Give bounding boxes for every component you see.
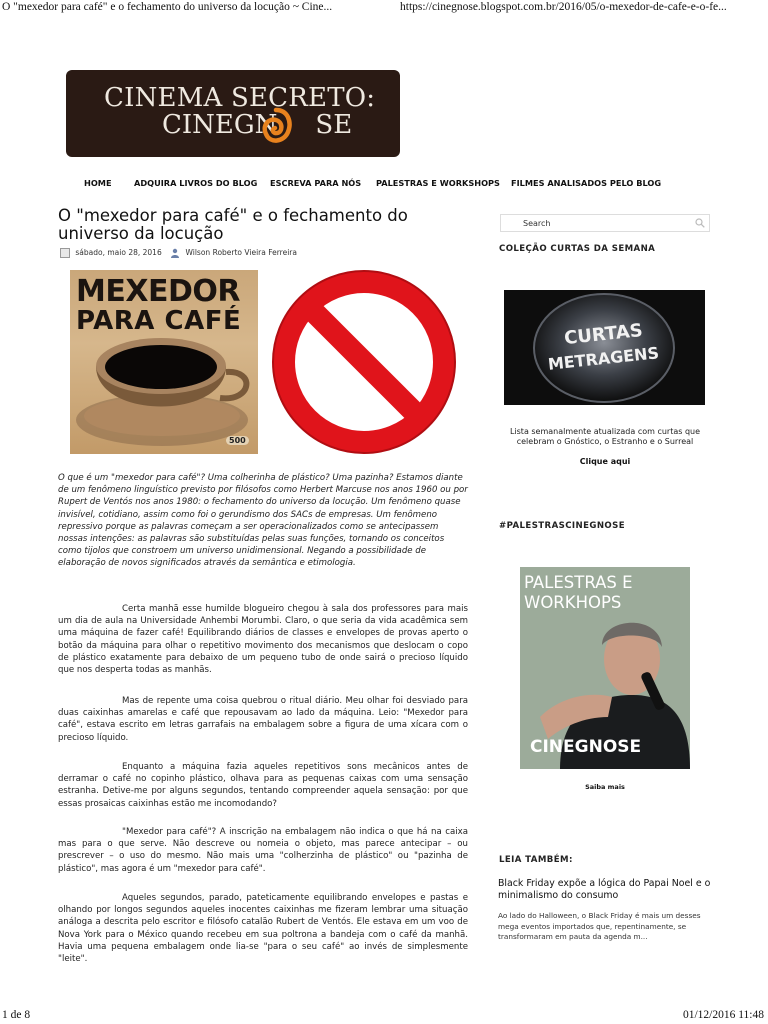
prohibited-icon <box>266 270 462 454</box>
print-header <box>0 0 768 16</box>
leia-post-snippet: Ao lado do Halloween, o Black Friday é mais um desses mega eventos importados que, repentinamente, se transformaram em pauta da agenda m... <box>498 911 701 942</box>
palestras-banner[interactable] <box>520 567 690 769</box>
box-text-line-1: MEXEDOR <box>76 274 240 309</box>
curtas-link[interactable]: Clique aqui <box>579 457 631 466</box>
box-badge: 500 <box>226 436 249 445</box>
curtas-caption: Lista semanalmente atualizada com curtas que celebram o Gnóstico, o Estranho e o Surreal <box>509 427 701 446</box>
blog-logo[interactable] <box>66 70 400 157</box>
nav-filmes-analisados[interactable]: FILMES ANALISADOS PELO BLOG <box>511 178 662 188</box>
print-page-title: O "mexedor para café" e o fechamento do universo da locução ~ Cine... <box>2 1 333 13</box>
post-paragraph: Enquanto a máquina fazia aqueles repetitivos sons mecânicos antes de derramar o café no copinho plástico, olhava para as pequenas caixas com uma sensação estranha. Detive-me por alguns segundos, tentando compreender aquela sensação: por que essas prosaicas caixinhas estão me incomodando? <box>58 762 468 809</box>
user-icon <box>170 248 180 258</box>
leia-heading: LEIA TAMBÉM: <box>499 855 573 865</box>
post-author[interactable]: Wilson Roberto Vieira Ferreira <box>185 248 297 257</box>
post-meta <box>60 248 297 262</box>
post-paragraph: Mas de repente uma coisa quebrou o ritual diário. Meu olhar foi desviado para duas caixinhas amarelas e café que repousavam ao lado da máquina. Leio: "Mexedor para café", estava escrito em letras garrafais na embalagem sobre a figura de uma xícara com o precioso líquido. <box>58 696 468 743</box>
nav-palestras[interactable]: PALESTRAS E WORKSHOPS <box>376 178 500 188</box>
post-paragraph: Aqueles segundos, parado, pateticamente equilibrando envelopes e pastas e olhando por longos segundos aqueles inocentes caixinhas me fizeram lembrar uma situação análoga a descrita pelo escritor e filósofo catalão Rubert de Ventós. Ele estava em um voo de Nova York para o México quando recebeu em sua poltrona a bandeja com o café da manhã. Havia uma pequena embalagem onde lia-se "para o seu café" ao invés de simplesmente "leite". <box>58 893 468 965</box>
palestras-title: PALESTRAS E WORKHOPS <box>524 573 633 612</box>
film-lens-icon <box>504 290 705 405</box>
logo-line-2: CINEGN SE <box>162 110 353 140</box>
print-page-url: https://cinegnose.blogspot.com.br/2016/05/o-mexedor-de-cafe-e-o-fe... <box>400 1 727 13</box>
print-page-number: 1 de 8 <box>2 1009 31 1021</box>
curtas-text-2: METRAGENS <box>547 343 660 374</box>
post-image <box>70 270 465 455</box>
curtas-metragens-banner[interactable] <box>504 290 705 405</box>
nav-escreva[interactable]: ESCREVA PARA NÓS <box>270 178 362 188</box>
calendar-icon <box>60 248 70 258</box>
print-footer <box>0 1008 768 1024</box>
spiral-icon <box>256 104 296 150</box>
search-input[interactable] <box>523 217 683 229</box>
palestras-brand: CINEGNOSE <box>530 737 642 757</box>
search-icon[interactable] <box>695 218 705 228</box>
nav-adquira-livros[interactable]: ADQUIRA LIVROS DO BLOG <box>134 178 258 188</box>
logo-line-1: CINEMA SECRETO: <box>104 83 376 113</box>
post-intro: O que é um "mexedor para café"? Uma colherinha de plástico? Uma pazinha? Estamos diante de um fenômeno linguístico previsto por filósofos como Herbert Marcuse nos anos 1960 ou por Rupert de Ventós nos anos 1980: o fechamento do universo da locução. Um fenômeno quase invisível, cotidiano, assim como foi o gerundismo dos SACs de empresas. Um fenômeno repressivo porque as palavras começam a ser operacionalizados como se antecipassem nossas intenções: as palavras são substituídas pelas suas funções, tornando os conceitos como tijolos que constroem um universo unidimensional. Negando a possibilidade de elaboração de novos significados através da semântica e etimologia. <box>58 473 468 569</box>
leia-post-link[interactable]: Black Friday expõe a lógica do Papai Noel e o minimalismo do consumo <box>498 878 711 901</box>
curtas-text-1: CURTAS <box>563 319 644 350</box>
nav-home[interactable]: HOME <box>84 178 112 188</box>
saiba-mais-link[interactable]: Saiba mais <box>585 783 625 791</box>
curtas-heading: COLEÇÃO CURTAS DA SEMANA <box>499 244 656 254</box>
print-date: 01/12/2016 11:48 <box>682 1009 764 1021</box>
search-box[interactable] <box>500 214 710 232</box>
box-text-line-2: PARA CAFÉ <box>76 306 242 336</box>
post-paragraph: Certa manhã esse humilde blogueiro chegou à sala dos professores para mais um dia de aula na Universidade Anhembi Morumbi. Claro, o que seria da vida acadêmica sem uma máquina de fazer café! Equilibrando diários de classes e envelopes de provas aperto o botão da máquina para olhar o repetitivo movimento dos mecanismos que deslocam o copo de plástico exatamente para debaixo de um pequeno tubo de onde sairá o precioso líquido que nos desperta todas as manhãs. <box>58 604 468 676</box>
post-date[interactable]: sábado, maio 28, 2016 <box>75 248 162 257</box>
mexedor-box-image <box>70 270 258 454</box>
post-paragraph: "Mexedor para café"? A inscrição na embalagem não indica o que há na caixa mas para o que serve. Não descreve ou nomeia o objeto, mas parece antecipar – ou prescrever – o uso do mesmo. Não mais uma "colherzinha de plástico" ou "pazinha de plástico", mas agora é um "mexedor para café". <box>58 827 468 874</box>
post-title[interactable]: O "mexedor para café" e o fechamento do universo da locução <box>58 206 408 243</box>
coffee-cup-icon <box>70 270 258 454</box>
palestras-heading: #PALESTRASCINEGNOSE <box>499 521 625 531</box>
